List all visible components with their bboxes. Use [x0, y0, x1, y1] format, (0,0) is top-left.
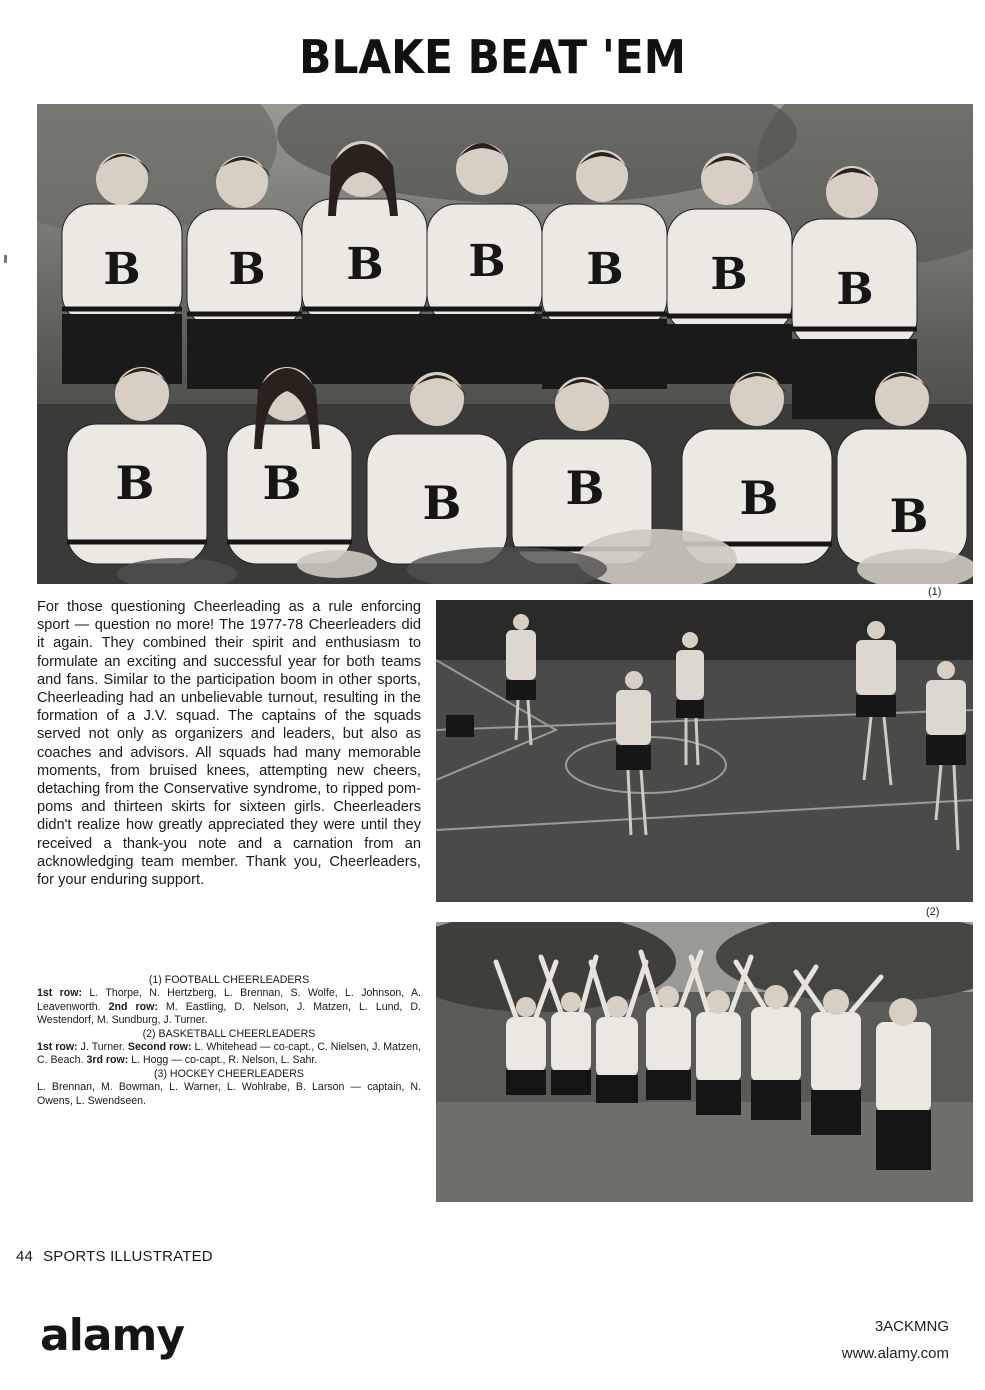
- margin-mark: [4, 255, 7, 263]
- svg-text:B: B: [346, 239, 384, 290]
- svg-text:B: B: [889, 489, 929, 543]
- basketball-cheerleaders-photo: [436, 600, 973, 902]
- hockey-cheerleaders-photo: [436, 922, 973, 1202]
- svg-text:B: B: [739, 471, 779, 525]
- row-names: M. Eastling, D. Nelson, J. Matzen, L. Lund, D. Westendorf, M. Sundburg, J. Turner.: [37, 1000, 421, 1027]
- svg-text:B: B: [228, 244, 266, 295]
- photo-2-caption: (2): [926, 906, 940, 918]
- row-label: 1st row:: [37, 987, 83, 1000]
- svg-text:B: B: [262, 456, 302, 510]
- row-names: L. Thorpe, N. Hertzberg, L. Brennan, S. Wolfe, L. Johnson, A. Leavenworth.: [37, 987, 421, 1013]
- row-label: 3rd row:: [86, 1054, 129, 1067]
- svg-text:B: B: [115, 456, 155, 510]
- row-names: L. Whitehead — co-capt., C. Nielsen, J. Matzen, C. Beach.: [37, 1041, 421, 1067]
- row-label: 2nd row:: [108, 1000, 158, 1013]
- page-number: 44: [16, 1248, 34, 1265]
- svg-text:B: B: [836, 264, 874, 315]
- photo-1-caption: (1): [928, 586, 942, 598]
- football-credits-heading: (1) FOOTBALL CHEERLEADERS: [148, 974, 310, 986]
- page-title: BLAKE BEAT 'EM: [299, 30, 686, 84]
- svg-text:B: B: [565, 461, 605, 515]
- svg-text:B: B: [468, 236, 506, 287]
- basketball-credits-names: [37, 1041, 421, 1068]
- hockey-credits-names: L. Brennan, M. Bowman, L. Warner, L. Wohlrabe, B. Larson — captain, N. Owens, L. Swendseen.: [37, 1081, 421, 1107]
- stock-url: www.alamy.com: [841, 1345, 949, 1362]
- football-cheerleaders-photo: [37, 104, 973, 584]
- page-footer: [16, 1248, 213, 1265]
- row-label: 1st row:: [37, 1041, 78, 1054]
- alamy-logo: alamy: [40, 1310, 184, 1361]
- svg-text:B: B: [103, 244, 141, 295]
- svg-text:B: B: [422, 476, 462, 530]
- photo-credits: [37, 974, 421, 1108]
- basketball-cheerleaders-image: [436, 600, 973, 902]
- svg-text:B: B: [710, 249, 748, 300]
- article-body: For those questioning Cheerleading as a rule enforcing sport — question no more! The 1977-78 Cheerleaders did it again. They combined their spirit and enthusiasm to formulate an exciting and successful year for both teams and fans. Similar to the participation boom in other sports, Cheerleading had an unbelievable turnout, resulting in the formation of a J.V. squad. The captains of the squads served not only as organizers and leaders, but also as coaches and advisors. All squads had many memorable moments, from bruised knees, attempting new cheers, detaching from the Conservative syndrome, to ripped pom-poms and thirteen skirts for sixteen girls. Cheerleaders didn't realize how greatly appreciated they were until they received a thank-you note and a carnation from an acknowledging team member. Thank you, Cheerleaders, for your enduring support.: [37, 599, 421, 889]
- row-label: Second row:: [127, 1041, 192, 1054]
- hockey-cheerleaders-image: [436, 922, 973, 1202]
- row-names: L. Hogg — co-capt., R. Nelson, L. Sahr.: [128, 1054, 318, 1067]
- svg-text:B: B: [586, 244, 624, 295]
- stock-image-id: 3ACKMNG: [874, 1318, 949, 1335]
- hockey-credits-heading: (3) HOCKEY CHEERLEADERS: [154, 1067, 304, 1080]
- row-names: J. Turner.: [77, 1041, 128, 1054]
- basketball-credits-heading: (2) BASKETBALL CHEERLEADERS: [142, 1027, 316, 1040]
- football-credits-names: [37, 987, 421, 1027]
- football-cheerleaders-image: [37, 104, 973, 584]
- footer-section: SPORTS ILLUSTRATED: [43, 1248, 213, 1265]
